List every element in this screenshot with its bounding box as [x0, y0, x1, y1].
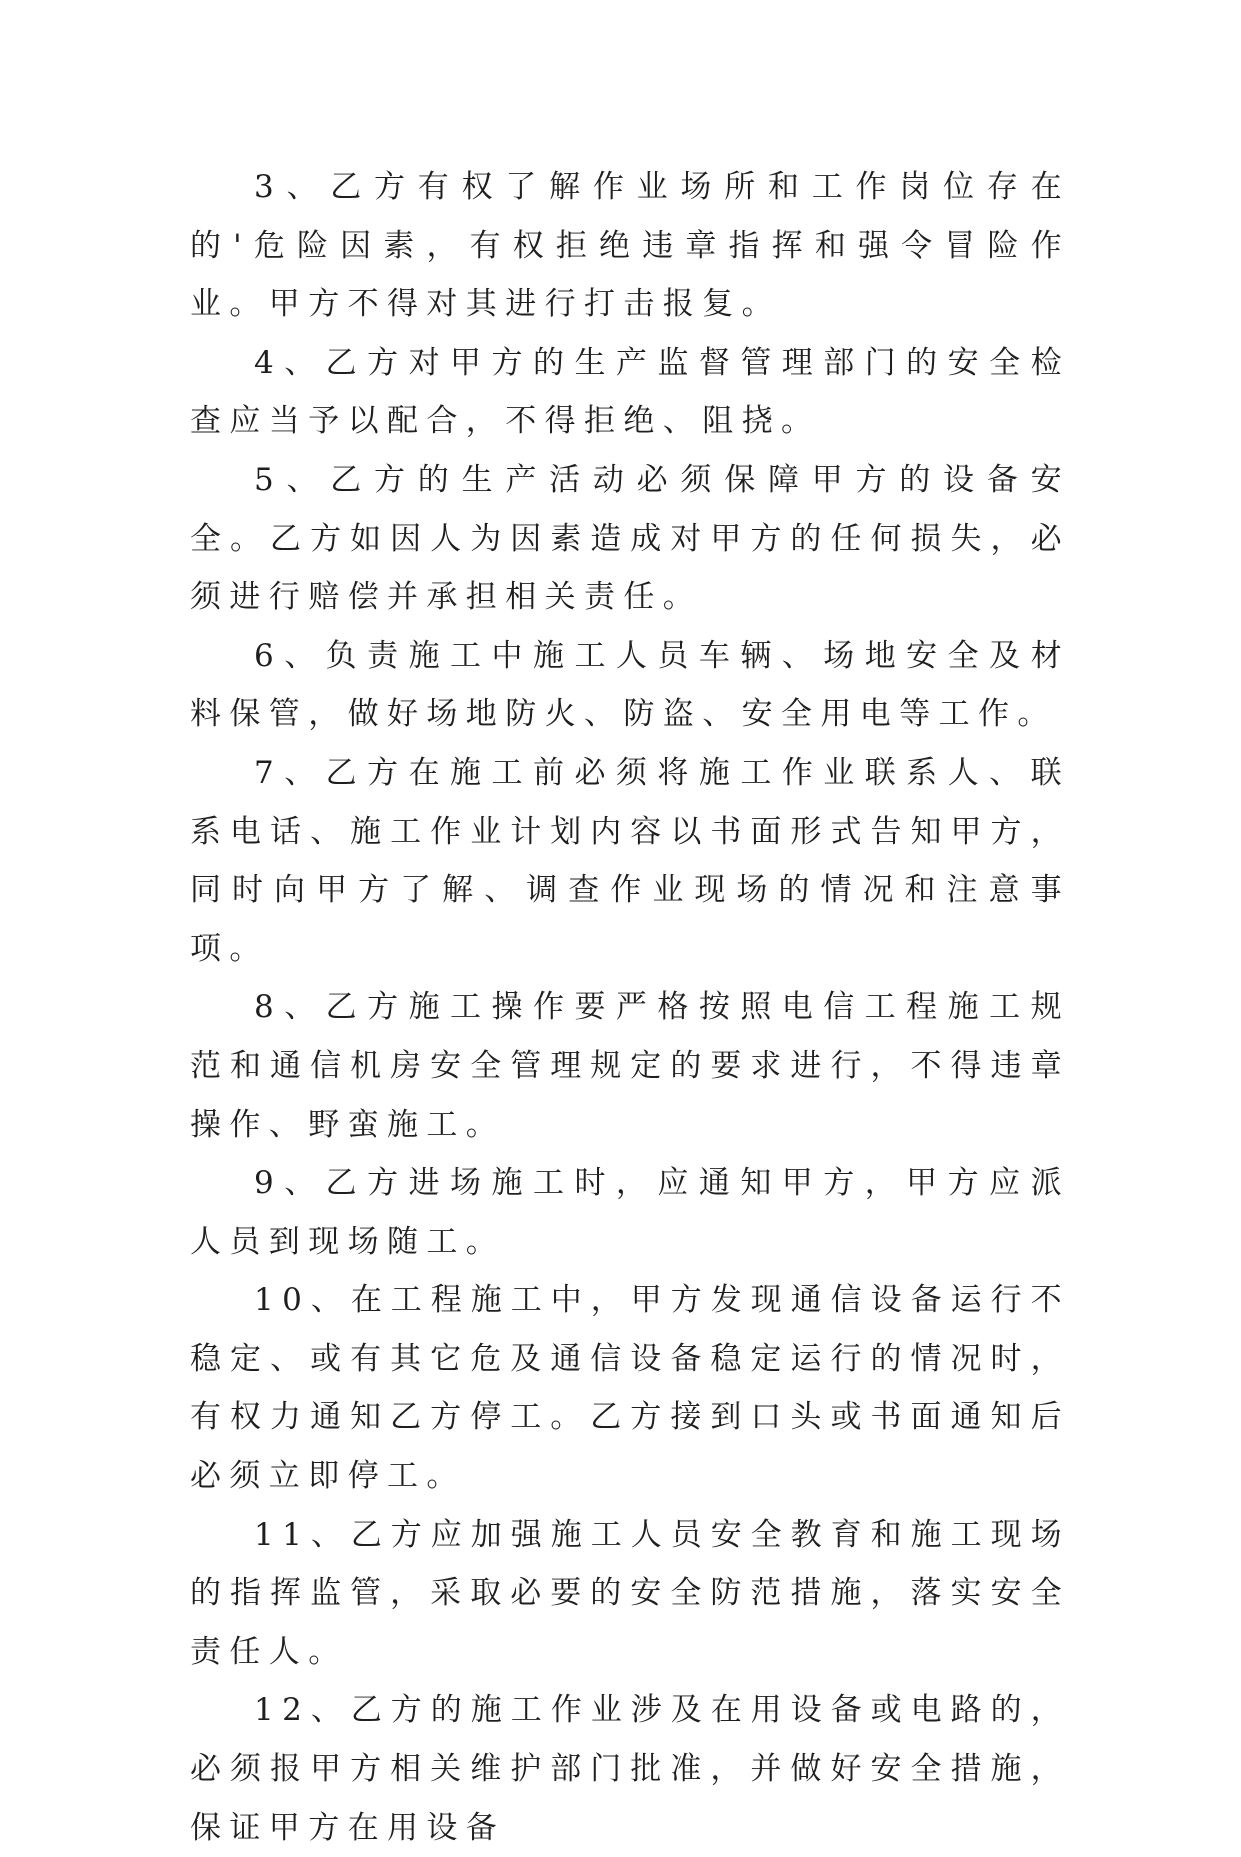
paragraph-item-5: 5、乙方的生产活动必须保障甲方的设备安全。乙方如因人为因素造成对甲方的任何损失，必须进行赔偿并承担相关责任。 [190, 461, 1070, 616]
paragraph-item-4: 4、乙方对甲方的生产监督管理部门的安全检查应当予以配合，不得拒绝、阻挠。 [190, 344, 1070, 440]
paragraph-item-7: 7、乙方在施工前必须将施工作业联系人、联系电话、施工作业计划内容以书面形式告知甲方，同时向甲方了解、调查作业现场的情况和注意事项。 [190, 754, 1070, 967]
paragraph-item-3: 3、乙方有权了解作业场所和工作岗位存在的'危险因素，有权拒绝违章指挥和强令冒险作业。甲方不得对其进行打击报复。 [190, 169, 1070, 323]
paragraph-item-10: 10、在工程施工中，甲方发现通信设备运行不稳定、或有其它危及通信设备稳定运行的情况时，有权力通知乙方停工。乙方接到口头或书面通知后必须立即停工。 [190, 1282, 1070, 1495]
paragraph-item-9: 9、乙方进场施工时，应通知甲方，甲方应派人员到现场随工。 [190, 1165, 1070, 1260]
paragraph-item-12: 12、乙方的施工作业涉及在用设备或电路的，必须报甲方相关维护部门批准，并做好安全措施，保证甲方在用设备 [190, 1692, 1070, 1846]
paragraph-item-11: 11、乙方应加强施工人员安全教育和施工现场的指挥监管，采取必要的安全防范措施，落实安全责任人。 [190, 1516, 1070, 1670]
document-body [190, 158, 1070, 1857]
paragraph-item-8: 8、乙方施工操作要严格按照电信工程施工规范和通信机房安全管理规定的要求进行，不得违章操作、野蛮施工。 [190, 989, 1070, 1143]
paragraph-item-6: 6、负责施工中施工人员车辆、场地安全及材料保管，做好场地防火、防盗、安全用电等工作。 [190, 637, 1070, 733]
